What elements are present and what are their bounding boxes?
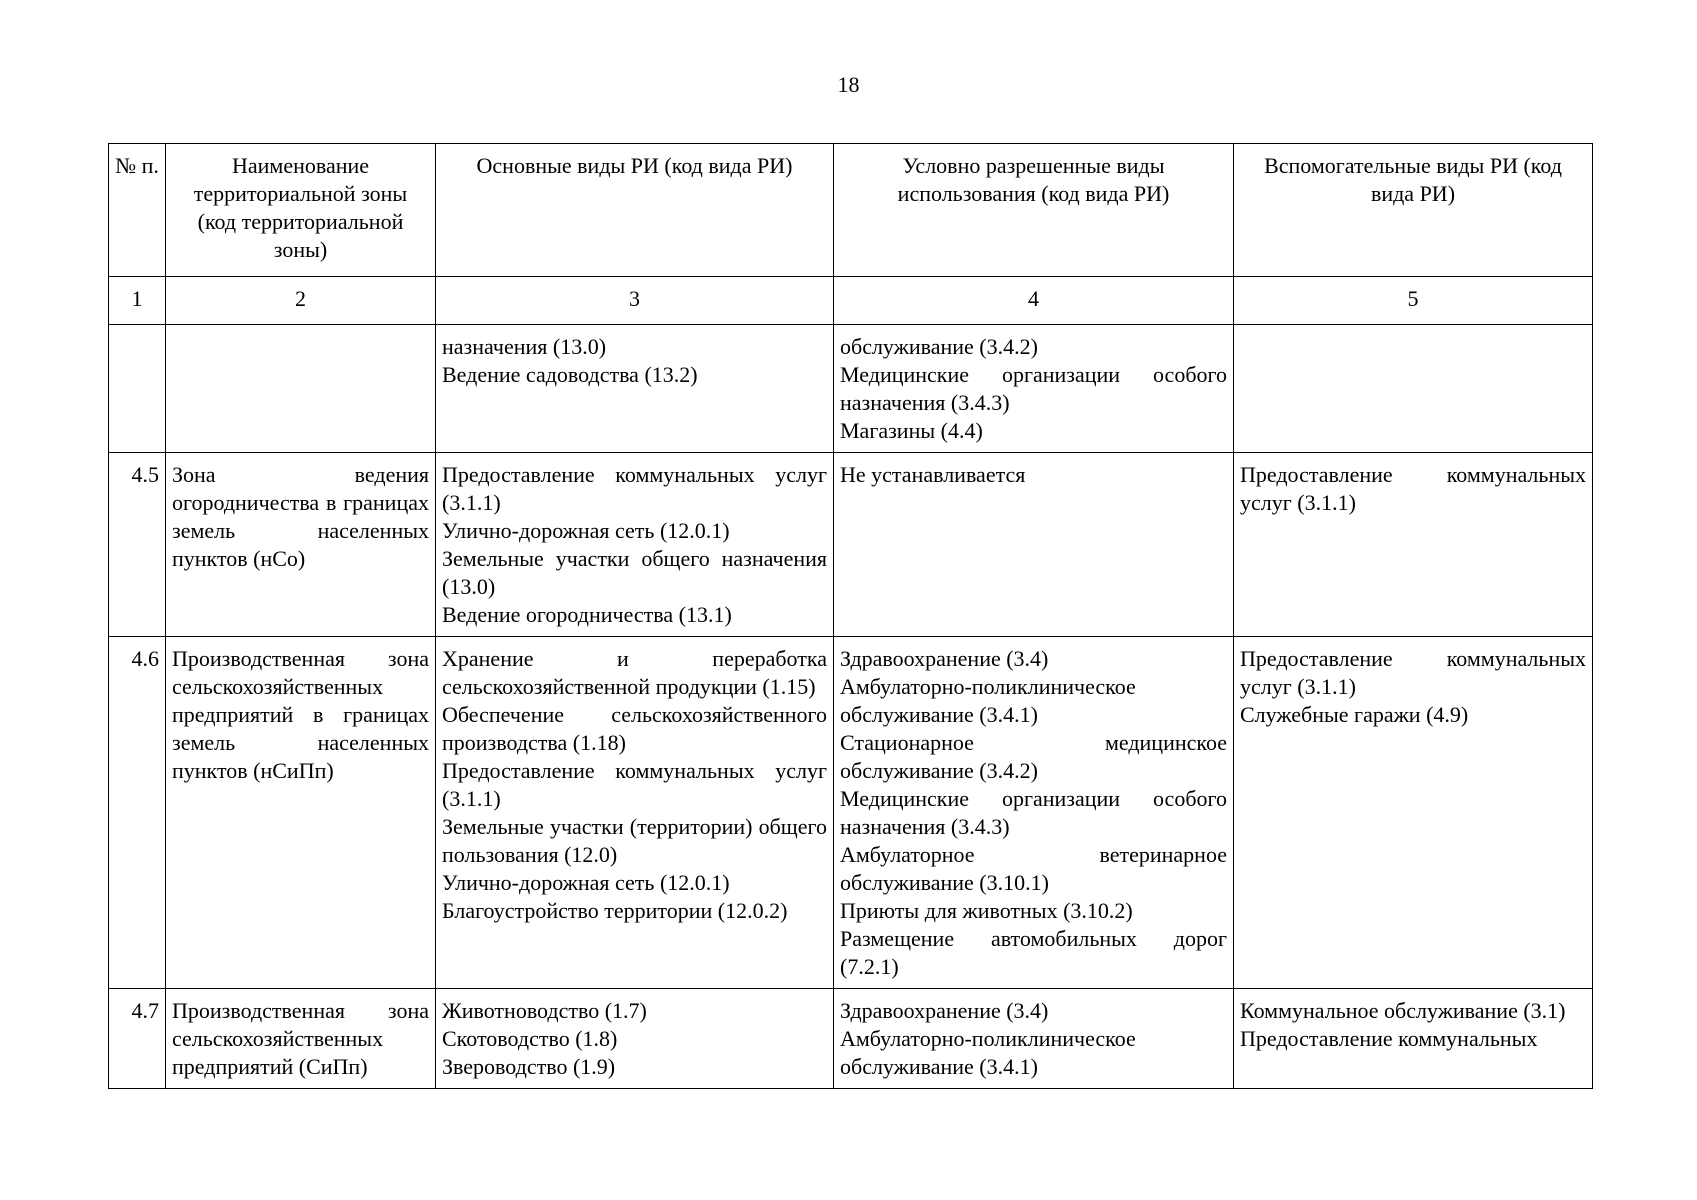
use-item: Размещение автомобильных дорог (7.2.1)	[840, 926, 1227, 979]
column-number: 2	[166, 277, 436, 325]
use-item: Магазины (4.4)	[840, 418, 983, 443]
conditional-uses-cell	[834, 637, 1234, 989]
auxiliary-uses-cell	[1234, 637, 1593, 989]
land-use-table	[108, 143, 1593, 1089]
use-item: Амбулаторное ветеринарное обслуживание (3.10.1)	[840, 842, 1227, 895]
use-item: Животноводство (1.7)	[442, 998, 647, 1023]
use-item: Земельные участки общего назначения (13.0)	[442, 546, 827, 599]
main-uses-cell	[436, 989, 834, 1089]
use-item: Медицинские организации особого назначения (3.4.3)	[840, 362, 1227, 415]
header-zone-name: Наименование территориальной зоны (код территориальной зоны)	[166, 144, 436, 277]
use-item: Хранение и переработка сельскохозяйственной продукции (1.15)	[442, 646, 827, 699]
use-item: Служебные гаражи (4.9)	[1240, 702, 1469, 727]
use-item: Звероводство (1.9)	[442, 1054, 616, 1079]
use-item: Амбулаторно-поликлиническое обслуживание (3.4.1)	[840, 674, 1136, 727]
column-number: 1	[109, 277, 166, 325]
use-item: Предоставление коммунальных услуг (3.1.1)	[442, 758, 827, 811]
main-uses-cell	[436, 453, 834, 637]
auxiliary-uses-cell	[1234, 325, 1593, 453]
main-uses-cell	[436, 325, 834, 453]
page-number: 18	[837, 72, 860, 97]
use-item: Стационарное медицинское обслуживание (3.4.2)	[840, 730, 1227, 783]
use-item: Обеспечение сельскохозяйственного производства (1.18)	[442, 702, 827, 755]
table-row	[109, 989, 1593, 1089]
use-item: Здравоохранение (3.4)	[840, 998, 1049, 1023]
header-num: № п.	[109, 144, 166, 277]
column-number: 3	[436, 277, 834, 325]
use-item: Предоставление коммунальных услуг (3.1.1)	[442, 462, 827, 515]
main-uses-cell	[436, 637, 834, 989]
zone-name: Производственная зона сельскохозяйственных предприятий в границах земель населенных пунктов (нСиПп)	[166, 637, 436, 989]
use-item: Ведение огородничества (13.1)	[442, 602, 732, 627]
use-item: Скотоводство (1.8)	[442, 1026, 618, 1051]
use-item: Предоставление коммунальных услуг (3.1.1)	[1240, 646, 1586, 699]
column-number-row	[109, 277, 1593, 325]
row-number	[109, 325, 166, 453]
use-item: Предоставление коммунальных услуг (3.1.1)	[1240, 462, 1586, 515]
conditional-uses-cell	[834, 453, 1234, 637]
row-number: 4.7	[109, 989, 166, 1089]
use-item: Здравоохранение (3.4)	[840, 646, 1049, 671]
auxiliary-uses-cell	[1234, 989, 1593, 1089]
auxiliary-uses-cell	[1234, 453, 1593, 637]
header-conditional-uses: Условно разрешенные виды использования (код вида РИ)	[834, 144, 1234, 277]
table-row	[109, 453, 1593, 637]
table-row	[109, 637, 1593, 989]
use-item: Предоставление коммунальных	[1240, 1026, 1538, 1051]
zone-name: Зона ведения огородничества в границах земель населенных пунктов (нСо)	[166, 453, 436, 637]
use-item: Улично-дорожная сеть (12.0.1)	[442, 518, 730, 543]
use-item: Медицинские организации особого назначения (3.4.3)	[840, 786, 1227, 839]
use-item: Благоустройство территории (12.0.2)	[442, 898, 788, 923]
use-item: Ведение садоводства (13.2)	[442, 362, 698, 387]
header-row	[109, 144, 1593, 277]
use-item: Амбулаторно-поликлиническое обслуживание (3.4.1)	[840, 1026, 1136, 1079]
conditional-uses-cell	[834, 989, 1234, 1089]
zone-name: Производственная зона сельскохозяйственных предприятий (СиПп)	[166, 989, 436, 1089]
use-item: Улично-дорожная сеть (12.0.1)	[442, 870, 730, 895]
use-item: Не устанавливается	[840, 462, 1026, 487]
table-row	[109, 325, 1593, 453]
column-number: 5	[1234, 277, 1593, 325]
use-item: обслуживание (3.4.2)	[840, 334, 1038, 359]
use-item: Земельные участки (территории) общего пользования (12.0)	[442, 814, 827, 867]
use-item: Приюты для животных (3.10.2)	[840, 898, 1133, 923]
column-number: 4	[834, 277, 1234, 325]
header-auxiliary-uses: Вспомогательные виды РИ (код вида РИ)	[1234, 144, 1593, 277]
row-number: 4.6	[109, 637, 166, 989]
header-main-uses: Основные виды РИ (код вида РИ)	[436, 144, 834, 277]
row-number: 4.5	[109, 453, 166, 637]
zone-name	[166, 325, 436, 453]
use-item: назначения (13.0)	[442, 334, 607, 359]
conditional-uses-cell	[834, 325, 1234, 453]
use-item: Коммунальное обслуживание (3.1)	[1240, 998, 1566, 1023]
